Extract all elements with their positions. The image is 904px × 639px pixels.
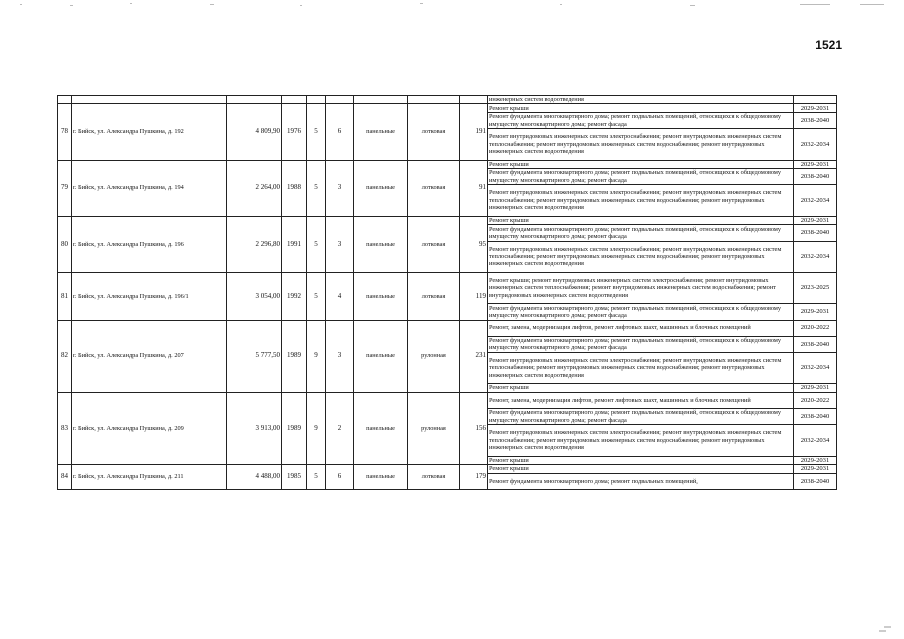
work-period: 2029-2031 bbox=[794, 160, 837, 169]
total-area: 4 488,00 bbox=[227, 465, 282, 490]
work-period: 2032-2034 bbox=[794, 352, 837, 383]
table-row bbox=[58, 392, 837, 408]
row-number: 81 bbox=[58, 272, 72, 320]
total-area: 5 777,50 bbox=[227, 320, 282, 392]
roof-type: рулонная bbox=[408, 320, 460, 392]
wall-material: панельные bbox=[354, 272, 408, 320]
resident-count: 95 bbox=[460, 216, 488, 272]
work-text: Ремонт внутридомовых инженерных систем электроснабжения; ремонт внутридомовых инженерных систем теплоснабжения; ремонт внутридомовых инженерных систем водоснабжения; ремонт внутридомовых инженерных систем водоотведения bbox=[488, 352, 794, 383]
scan-corner-mark bbox=[878, 625, 892, 633]
resident-count: 91 bbox=[460, 160, 488, 216]
row-number: 79 bbox=[58, 160, 72, 216]
wall-material: панельные bbox=[354, 160, 408, 216]
entrance-count: 6 bbox=[326, 104, 354, 160]
resident-count: 191 bbox=[460, 104, 488, 160]
floor-count: 5 bbox=[307, 216, 326, 272]
house-address: г. Бийск, ул. Александра Пушкина, д. 196 bbox=[72, 216, 227, 272]
resident-count: 119 bbox=[460, 272, 488, 320]
total-area: 4 809,90 bbox=[227, 104, 282, 160]
work-text: Ремонт крыши bbox=[488, 160, 794, 169]
work-period: 2029-2031 bbox=[794, 465, 837, 474]
entrance-count: 3 bbox=[326, 160, 354, 216]
row-number: 83 bbox=[58, 392, 72, 464]
work-text: Ремонт, замена, модернизация лифтов, ремонт лифтовых шахт, машинных и блочных помещений bbox=[488, 320, 794, 336]
work-period: 2032-2034 bbox=[794, 129, 837, 160]
work-text: Ремонт крыши; ремонт внутридомовых инженерных систем электроснабжения; ремонт внутридомовых инженерных систем теплоснабжения; ремонт внутридомовых инженерных систем водоснабжения; ремонт внутридомовых инженерных систем водоотведения bbox=[488, 272, 794, 303]
row-number: 82 bbox=[58, 320, 72, 392]
work-text: Ремонт фундамента многоквартирного дома; ремонт подвальных помещений, относящихся к общедомовому имуществу многоквартирного дома; ремонт фасада bbox=[488, 113, 794, 129]
work-period: 2038-2040 bbox=[794, 113, 837, 129]
work-text: Ремонт внутридомовых инженерных систем электроснабжения; ремонт внутридомовых инженерных систем теплоснабжения; ремонт внутридомовых инженерных систем водоснабжения; ремонт внутридомовых инженерных систем водоотведения bbox=[488, 129, 794, 160]
row-number: 84 bbox=[58, 465, 72, 490]
page-number: 1521 bbox=[815, 38, 842, 52]
table-row bbox=[58, 104, 837, 113]
work-period: 2032-2034 bbox=[794, 185, 837, 216]
empty-cell bbox=[460, 96, 488, 104]
empty-cell bbox=[354, 96, 408, 104]
table-row bbox=[58, 465, 837, 474]
work-period: 2038-2040 bbox=[794, 225, 837, 241]
roof-type: лотковая bbox=[408, 104, 460, 160]
work-period: 2020-2022 bbox=[794, 320, 837, 336]
work-text: Ремонт внутридомовых инженерных систем электроснабжения; ремонт внутридомовых инженерных систем теплоснабжения; ремонт внутридомовых инженерных систем водоснабжения; ремонт внутридомовых инженерных систем водоотведения bbox=[488, 185, 794, 216]
work-text: Ремонт фундамента многоквартирного дома; ремонт подвальных помещений, относящихся к общедомовому имуществу многоквартирного дома; ремонт фасада bbox=[488, 225, 794, 241]
wall-material: панельные bbox=[354, 465, 408, 490]
work-text: Ремонт фундамента многоквартирного дома; ремонт подвальных помещений, относящихся к общедомовому имуществу многоквартирного дома; ремонт фасада bbox=[488, 336, 794, 352]
work-text: Ремонт фундамента многоквартирного дома; ремонт подвальных помещений, относящихся к общедомовому имуществу многоквартирного дома; ремонт фасада bbox=[488, 169, 794, 185]
floor-count: 5 bbox=[307, 160, 326, 216]
work-period: 2020-2022 bbox=[794, 392, 837, 408]
work-text: Ремонт фундамента многоквартирного дома; ремонт подвальных помещений, относящихся к общедомовому имуществу многоквартирного дома; ремонт фасада bbox=[488, 304, 794, 320]
table-row bbox=[58, 320, 837, 336]
work-text: Ремонт крыши bbox=[488, 216, 794, 225]
floor-count: 9 bbox=[307, 320, 326, 392]
scan-noise-top bbox=[0, 0, 904, 12]
work-period: 2038-2040 bbox=[794, 409, 837, 425]
empty-cell bbox=[307, 96, 326, 104]
work-text: инженерных систем водоотведения bbox=[488, 96, 794, 104]
entrance-count: 3 bbox=[326, 320, 354, 392]
capital-repair-table bbox=[57, 95, 837, 490]
house-address: г. Бийск, ул. Александра Пушкина, д. 209 bbox=[72, 392, 227, 464]
table-body bbox=[58, 96, 837, 490]
work-period: 2032-2034 bbox=[794, 425, 837, 456]
build-year: 1989 bbox=[282, 392, 307, 464]
table-row bbox=[58, 272, 837, 303]
work-text: Ремонт крыши bbox=[488, 384, 794, 393]
empty-cell bbox=[72, 96, 227, 104]
work-period: 2038-2040 bbox=[794, 336, 837, 352]
table-row bbox=[58, 216, 837, 225]
row-number: 80 bbox=[58, 216, 72, 272]
roof-type: лотковая bbox=[408, 272, 460, 320]
house-address: г. Бийск, ул. Александра Пушкина, д. 192 bbox=[72, 104, 227, 160]
work-period: 2029-2031 bbox=[794, 216, 837, 225]
build-year: 1976 bbox=[282, 104, 307, 160]
floor-count: 9 bbox=[307, 392, 326, 464]
total-area: 3 913,00 bbox=[227, 392, 282, 464]
work-text: Ремонт внутридомовых инженерных систем электроснабжения; ремонт внутридомовых инженерных систем теплоснабжения; ремонт внутридомовых инженерных систем водоснабжения; ремонт внутридомовых инженерных систем водоотведения bbox=[488, 425, 794, 456]
wall-material: панельные bbox=[354, 320, 408, 392]
total-area: 2 296,80 bbox=[227, 216, 282, 272]
roof-type: лотковая bbox=[408, 465, 460, 490]
build-year: 1991 bbox=[282, 216, 307, 272]
work-period: 2032-2034 bbox=[794, 241, 837, 272]
work-period: 2029-2031 bbox=[794, 384, 837, 393]
work-text: Ремонт фундамента многоквартирного дома; ремонт подвальных помещений, bbox=[488, 473, 794, 489]
resident-count: 179 bbox=[460, 465, 488, 490]
work-text: Ремонт крыши bbox=[488, 104, 794, 113]
resident-count: 231 bbox=[460, 320, 488, 392]
total-area: 2 264,00 bbox=[227, 160, 282, 216]
build-year: 1985 bbox=[282, 465, 307, 490]
house-address: г. Бийск, ул. Александра Пушкина, д. 207 bbox=[72, 320, 227, 392]
continuation-row bbox=[58, 96, 837, 104]
floor-count: 5 bbox=[307, 465, 326, 490]
empty-cell bbox=[58, 96, 72, 104]
work-period: 2029-2031 bbox=[794, 456, 837, 465]
empty-cell bbox=[408, 96, 460, 104]
total-area: 3 054,00 bbox=[227, 272, 282, 320]
build-year: 1989 bbox=[282, 320, 307, 392]
floor-count: 5 bbox=[307, 104, 326, 160]
work-period: 2029-2031 bbox=[794, 304, 837, 320]
resident-count: 156 bbox=[460, 392, 488, 464]
wall-material: панельные bbox=[354, 104, 408, 160]
empty-cell bbox=[282, 96, 307, 104]
work-text: Ремонт, замена, модернизация лифтов, ремонт лифтовых шахт, машинных и блочных помещений bbox=[488, 392, 794, 408]
work-period: 2029-2031 bbox=[794, 104, 837, 113]
work-text: Ремонт фундамента многоквартирного дома; ремонт подвальных помещений, относящихся к общедомовому имуществу многоквартирного дома; ремонт фасада bbox=[488, 409, 794, 425]
roof-type: лотковая bbox=[408, 160, 460, 216]
house-address: г. Бийск, ул. Александра Пушкина, д. 196/1 bbox=[72, 272, 227, 320]
table-row bbox=[58, 160, 837, 169]
build-year: 1992 bbox=[282, 272, 307, 320]
work-text: Ремонт крыши bbox=[488, 456, 794, 465]
entrance-count: 2 bbox=[326, 392, 354, 464]
work-period: 2038-2040 bbox=[794, 473, 837, 489]
work-text: Ремонт внутридомовых инженерных систем электроснабжения; ремонт внутридомовых инженерных систем теплоснабжения; ремонт внутридомовых инженерных систем водоснабжения; ремонт внутридомовых инженерных систем водоотведения bbox=[488, 241, 794, 272]
work-period bbox=[794, 96, 837, 104]
work-text: Ремонт крыши bbox=[488, 465, 794, 474]
house-address: г. Бийск, ул. Александра Пушкина, д. 194 bbox=[72, 160, 227, 216]
house-address: г. Бийск, ул. Александра Пушкина, д. 211 bbox=[72, 465, 227, 490]
empty-cell bbox=[227, 96, 282, 104]
entrance-count: 6 bbox=[326, 465, 354, 490]
floor-count: 5 bbox=[307, 272, 326, 320]
wall-material: панельные bbox=[354, 216, 408, 272]
entrance-count: 3 bbox=[326, 216, 354, 272]
wall-material: панельные bbox=[354, 392, 408, 464]
roof-type: лотковая bbox=[408, 216, 460, 272]
roof-type: рулонная bbox=[408, 392, 460, 464]
row-number: 78 bbox=[58, 104, 72, 160]
entrance-count: 4 bbox=[326, 272, 354, 320]
work-period: 2023-2025 bbox=[794, 272, 837, 303]
work-period: 2038-2040 bbox=[794, 169, 837, 185]
empty-cell bbox=[326, 96, 354, 104]
build-year: 1988 bbox=[282, 160, 307, 216]
